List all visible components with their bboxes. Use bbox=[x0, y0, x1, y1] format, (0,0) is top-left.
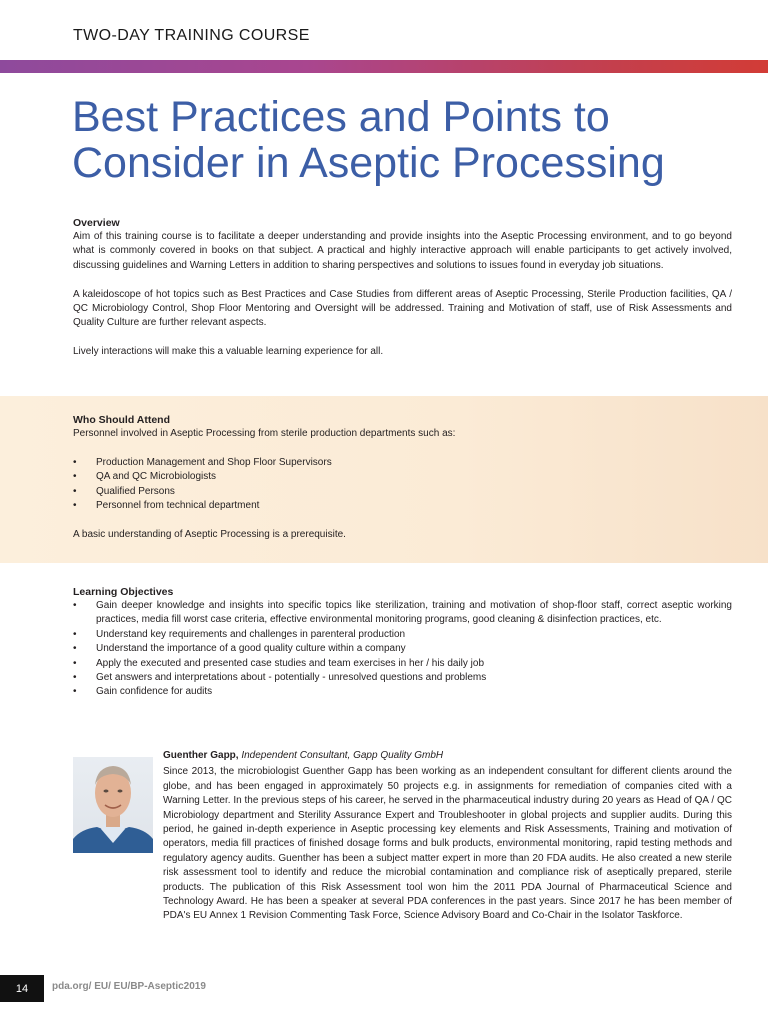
list-item bbox=[73, 599, 732, 628]
bullet-icon: • bbox=[73, 643, 77, 655]
bullet-icon: • bbox=[73, 456, 77, 468]
overview-paragraph-3: Lively interactions will make this a valuable learning experience for all. bbox=[73, 346, 384, 358]
list-item bbox=[73, 657, 732, 671]
bullet-icon: • bbox=[73, 485, 77, 497]
list-item bbox=[73, 628, 732, 642]
bullet-icon: • bbox=[73, 471, 77, 483]
bullet-icon: • bbox=[73, 672, 77, 684]
list-item-text: Gain confidence for audits bbox=[96, 686, 213, 698]
list-item-text: QA and QC Microbiologists bbox=[96, 471, 217, 483]
attend-section bbox=[73, 413, 732, 542]
list-item-text: Qualified Persons bbox=[96, 485, 175, 497]
list-item bbox=[73, 499, 732, 513]
speaker-name-line bbox=[163, 749, 732, 763]
list-item-text: Get answers and interpretations about - potentially - unresolved questions and problems bbox=[96, 672, 487, 684]
overview-heading: Overview bbox=[73, 217, 120, 229]
objectives-heading: Learning Objectives bbox=[73, 586, 174, 598]
speaker-name: Guenther Gapp, bbox=[163, 750, 239, 761]
list-item-text: Production Management and Shop Floor Supervisors bbox=[96, 456, 332, 468]
bullet-icon: • bbox=[73, 500, 77, 512]
header-color-bar bbox=[0, 60, 768, 73]
objectives-section bbox=[73, 585, 732, 700]
list-item-text: Personnel from technical department bbox=[96, 500, 260, 512]
page-title: Best Practices and Points to Consider in Aseptic Processing bbox=[72, 93, 665, 187]
bullet-icon: • bbox=[73, 628, 77, 640]
speaker-affiliation: Independent Consultant, Gapp Quality GmbH bbox=[241, 750, 444, 761]
bullet-icon: • bbox=[73, 657, 77, 669]
overview-section bbox=[73, 216, 732, 360]
bullet-icon: • bbox=[73, 686, 77, 698]
list-item bbox=[73, 470, 732, 484]
attend-heading: Who Should Attend bbox=[73, 414, 171, 426]
list-item bbox=[73, 685, 732, 699]
overview-paragraph-1: Aim of this training course is to facilitate a deeper understanding and provide insights into the Aseptic Processing environment, and to go beyond what is commonly covered in books on that subject. A practical and highly interactive approach will enable participants to get actively involved, discussing guidelines and Warning Letters in addition to sharing perspectives and solutions to issues found in everyday job situations. bbox=[73, 231, 732, 271]
list-item-text: Apply the executed and presented case studies and team exercises in her / his daily job bbox=[96, 657, 485, 669]
list-item-text: Gain deeper knowledge and insights into specific topics like sterilization, training and motivation of shop-floor staff, correct aseptic working practices, media fill worst case criteria, effective environmental monitoring programs, good cleaning & disinfection practices, etc. bbox=[96, 600, 732, 626]
speaker-section bbox=[163, 749, 732, 924]
attend-note: A basic understanding of Aseptic Processing is a prerequisite. bbox=[73, 528, 346, 540]
header-kicker: TWO-DAY TRAINING COURSE bbox=[73, 27, 310, 44]
list-item bbox=[73, 456, 732, 470]
footer-url-link[interactable]: pda.org/ EU/ EU/BP-Aseptic2019 bbox=[52, 981, 206, 992]
speaker-portrait-icon bbox=[73, 757, 153, 853]
attend-intro: Personnel involved in Aseptic Processing from sterile production departments such as: bbox=[73, 428, 456, 439]
attend-list bbox=[73, 456, 732, 514]
speaker-photo bbox=[73, 757, 153, 853]
speaker-bio: Since 2013, the microbiologist Guenther Gapp has been working as an independent consultant for different clients around the globe, and has been engaged in approximately 50 projects e.g. in assignments for remediation of companies cited with a Warning Letter. In the previous steps of his career, he served in the pharmaceutical industry during 20 years as Head of QA / QC Microbiology department and Sterility Assurance Expert and Troubleshooter in global projects and supplier audits. During this period, he gained in-depth experience in Aseptic processing key elements and Risk Assessments, Training and motivation of operators, media fill practices of finished dosage forms and bulk products, environmental monitoring, rapid testing methods and regulatory agency audits. Guenther has been a subject matter expert in more than 20 FDA audits. He also created a new sterile risk assessment tool to identify and reduce the microbial contamination and compliance risk of aseptically prepared, sterile products. The publication of this Risk Assessment tool won him the 2011 PDA Journal of Pharmaceutical Science and Technology Award. He has been a speaker at several PDA conferences in the past years. Since 2017 he has been member of PDA's EU Annex 1 Revision Commenting Task Force, Science Advisory Board and Co-Chair in the Isolator Taskforce. bbox=[163, 766, 732, 922]
list-item bbox=[73, 642, 732, 656]
list-item-text: Understand key requirements and challenges in parenteral production bbox=[96, 628, 406, 640]
list-item-text: Understand the importance of a good quality culture within a company bbox=[96, 643, 406, 655]
bullet-icon: • bbox=[73, 600, 77, 611]
objectives-list bbox=[73, 599, 732, 700]
page-number: 14 bbox=[0, 975, 44, 1002]
list-item bbox=[73, 671, 732, 685]
list-item bbox=[73, 485, 732, 499]
overview-paragraph-2: A kaleidoscope of hot topics such as Best Practices and Case Studies from different areas of Aseptic Processing, Sterile Production facilities, QA / QC Microbiology Control, Shop Floor Mentoring and Oversight will be addressed. Training and Motivation of staff, use of Risk Assessments and Quality Culture are further relevant aspects. bbox=[73, 288, 732, 329]
